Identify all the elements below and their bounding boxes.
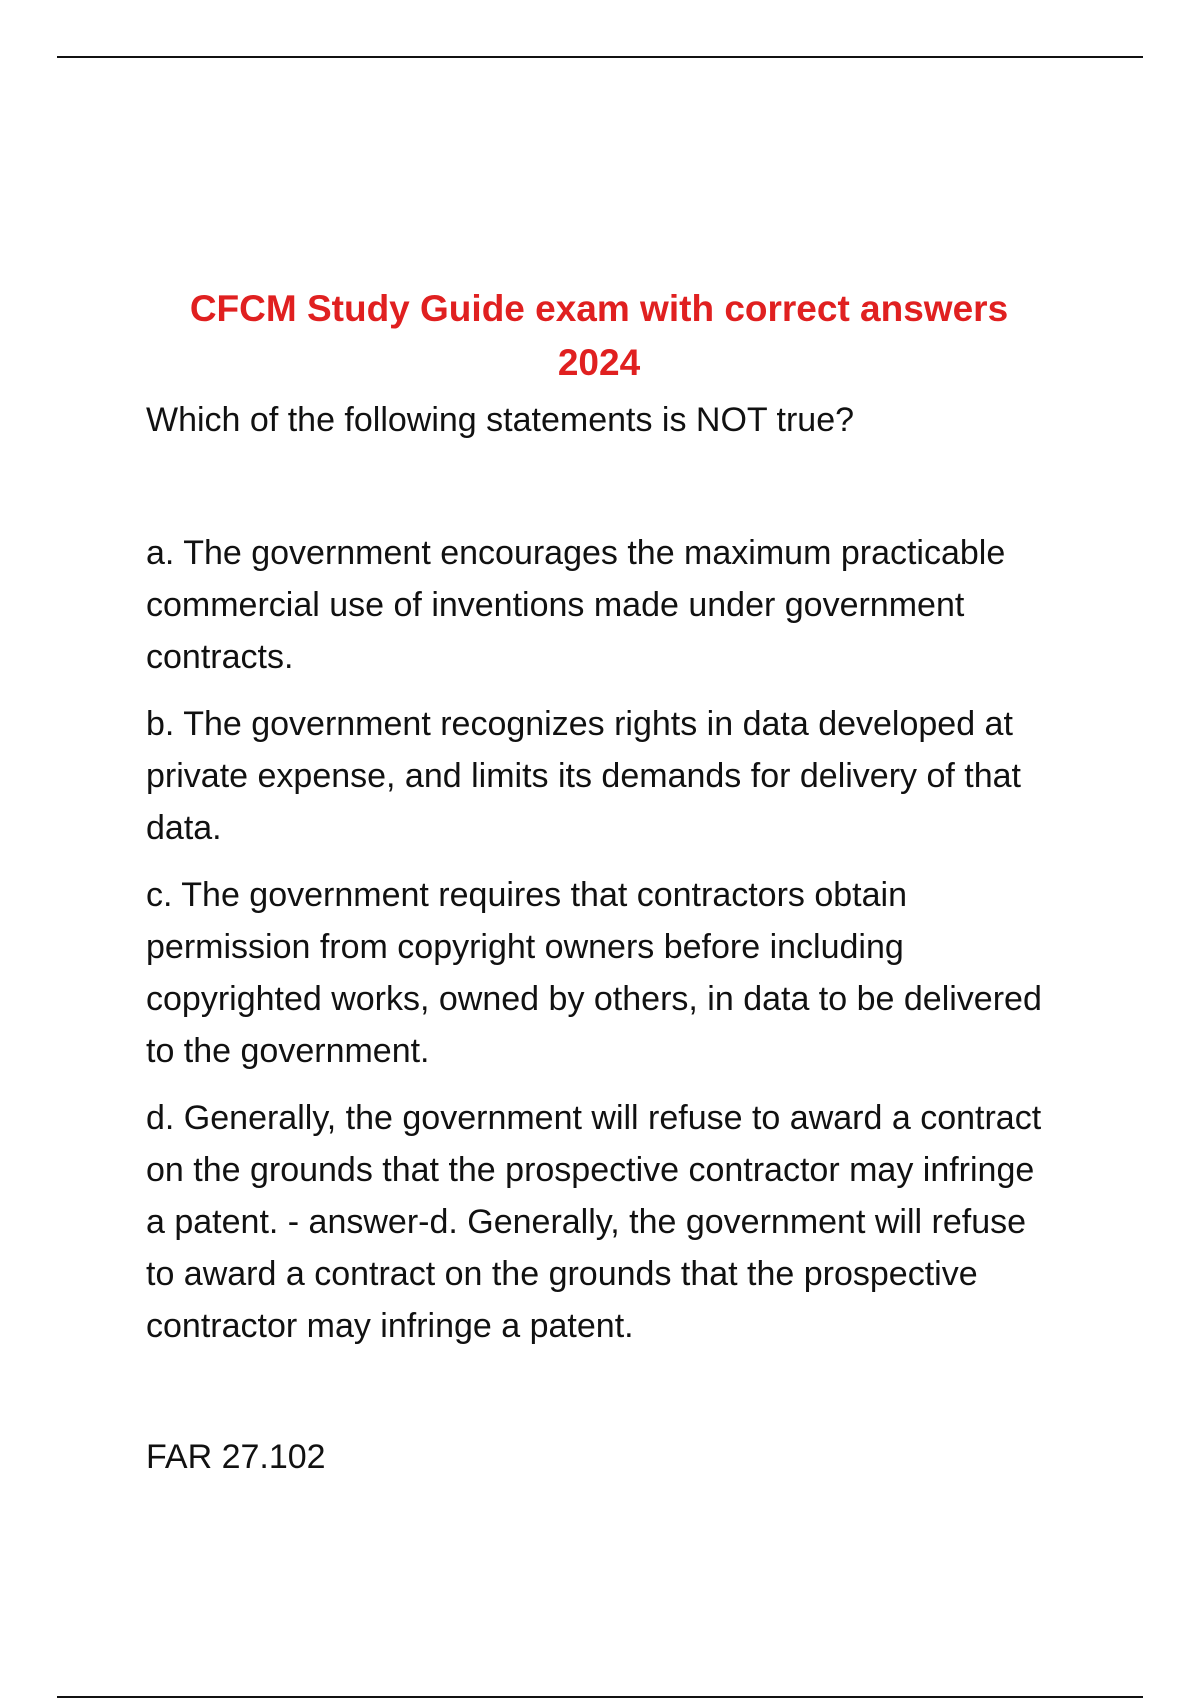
question-text: Which of the following statements is NOT true? — [146, 401, 855, 439]
document-title: CFCM Study Guide exam with correct answers 2024 — [189, 288, 1009, 383]
option-c: c. The government requires that contractors obtain permission from copyright owners before including copyrighted works, owned by others, in data to be delivered to the government. — [146, 876, 1042, 1070]
reference-citation: FAR 27.102 — [146, 1438, 326, 1476]
option-a: a. The government encourages the maximum practicable commercial use of inventions made under government contracts. — [146, 534, 1006, 676]
option-b: b. The government recognizes rights in data developed at private expense, and limits its demands for delivery of that data. — [146, 705, 1021, 847]
bottom-rule — [57, 1696, 1143, 1698]
option-d-with-answer: d. Generally, the government will refuse to award a contract on the grounds that the prospective contractor may infringe a patent. - answer-d. Generally, the government will refuse to award a contract on the grounds that the prospective contractor may infringe a patent. — [146, 1099, 1042, 1345]
top-rule — [57, 56, 1143, 58]
document-body — [146, 282, 1046, 1483]
